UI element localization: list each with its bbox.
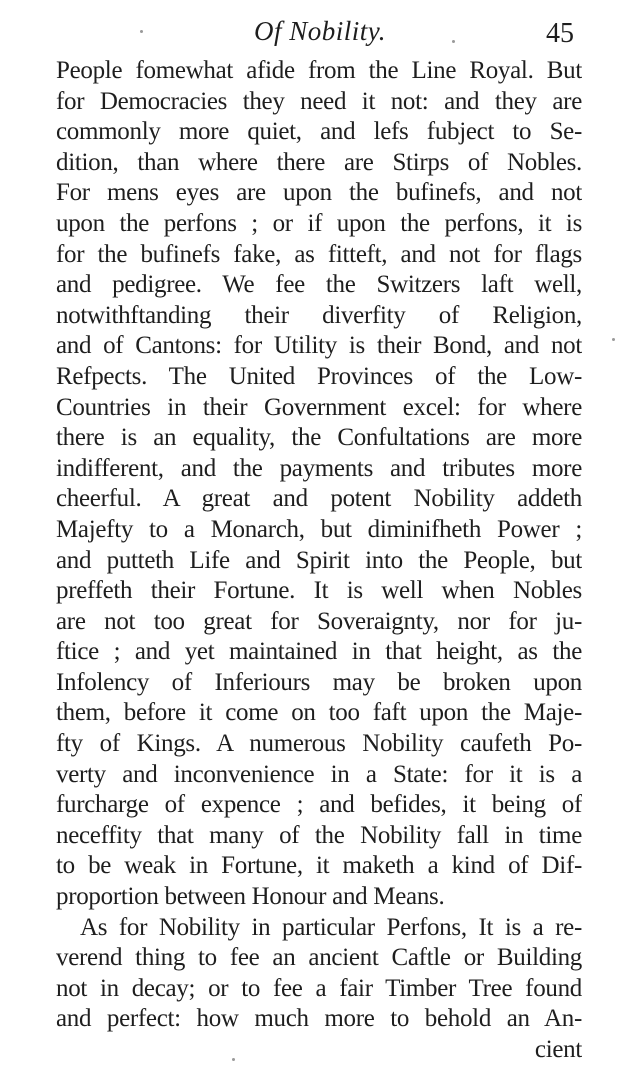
- text-line: fty of Kings. A numerous Nobility caufeth Po-: [56, 730, 582, 758]
- text-line: Majefty to a Monarch, but diminifheth Power ;: [56, 515, 582, 543]
- text-line: there is an equality, the Confultations are more: [56, 424, 582, 452]
- text-line: People fomewhat afide from the Line Royal. But: [56, 57, 582, 84]
- text-line: and putteth Life and Spirit into the People, but: [56, 546, 582, 574]
- text-line: indifferent, and the payments and tributes more: [56, 454, 582, 482]
- text-line: for Democracies they need it not: and they are: [56, 87, 582, 115]
- text-line: Refpects. The United Provinces of the Low-: [56, 362, 582, 390]
- text-line: neceffity that many of the Nobility fall in time: [56, 821, 582, 849]
- running-title: Of Nobility.: [253, 16, 386, 46]
- text-line: Countries in their Government excel: for where: [56, 393, 582, 421]
- text-line: them, before it come on too faft upon the Maje-: [56, 699, 582, 727]
- catchword: cient: [534, 1036, 582, 1063]
- text-line: and pedigree. We fee the Switzers laft well,: [56, 271, 582, 299]
- text-line: for the bufinefs fake, as fitteft, and not for flags: [56, 240, 582, 268]
- page-number: 45: [546, 18, 574, 49]
- text-line: As for Nobility in particular Perfons, It is a re-: [80, 913, 582, 941]
- text-line: ftice ; and yet maintained in that height, as the: [56, 638, 582, 666]
- text-line: For mens eyes are upon the bufinefs, and not: [56, 179, 582, 207]
- text-line: commonly more quiet, and lefs fubject to Se-: [56, 118, 582, 146]
- text-line: and of Cantons: for Utility is their Bond, and not: [56, 332, 582, 360]
- text-line: and perfect: how much more to behold an An-: [56, 1005, 582, 1033]
- print-speck: [612, 338, 615, 341]
- text-line: dition, than where there are Stirps of Nobles.: [56, 148, 582, 176]
- text-line: cheerful. A great and potent Nobility addeth: [56, 485, 582, 513]
- text-line: preffeth their Fortune. It is well when Nobles: [56, 577, 582, 605]
- print-speck: [140, 30, 143, 33]
- text-line: verty and inconvenience in a State: for it is a: [56, 760, 582, 788]
- print-speck: [452, 40, 455, 43]
- text-line: proportion between Honour and Means.: [56, 883, 445, 911]
- text-line: not in decay; or to fee a fair Timber Tree found: [56, 974, 582, 1002]
- page-header: [60, 14, 580, 50]
- text-line: notwithftanding their diverfity of Religion,: [56, 301, 582, 329]
- text-line: to be weak in Fortune, it maketh a kind of Dif-: [56, 852, 582, 880]
- print-speck: [232, 1058, 235, 1061]
- text-line: upon the perfons ; or if upon the perfons, it is: [56, 209, 582, 237]
- text-line: Infolency of Inferiours may be broken upon: [56, 668, 582, 696]
- text-line: are not too great for Soveraignty, nor for ju-: [56, 607, 582, 635]
- body-text: [56, 56, 582, 1066]
- text-line: verend thing to fee an ancient Caftle or Building: [56, 944, 582, 972]
- text-line: furcharge of expence ; and befides, it being of: [56, 791, 582, 819]
